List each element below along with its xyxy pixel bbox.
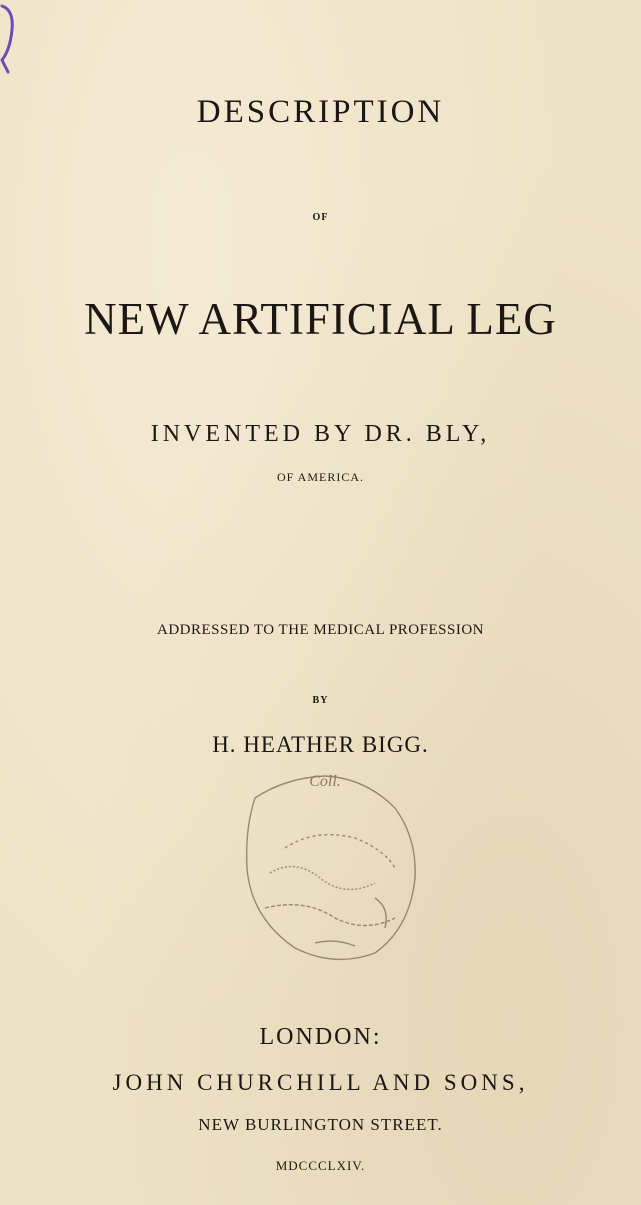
book-title: NEW ARTIFICIAL LEG	[84, 294, 557, 344]
imprint-publisher: JOHN CHURCHILL AND SONS,	[112, 1070, 529, 1095]
imprint-city: LONDON:	[259, 1024, 382, 1050]
imprint-year: MDCCCLXIV.	[275, 1158, 366, 1173]
audience-line: ADDRESSED TO THE MEDICAL PROFESSION	[157, 622, 484, 638]
author-name: H. HEATHER BIGG.	[212, 732, 429, 757]
inventor-origin: OF AMERICA.	[276, 470, 364, 484]
of-connector: OF	[312, 212, 329, 223]
by-connector: BY	[312, 695, 329, 706]
library-stamp	[225, 758, 435, 978]
inventor-line: INVENTED BY DR. BLY,	[150, 421, 491, 447]
corner-pencil-mark	[0, 0, 26, 76]
imprint-street: NEW BURLINGTON STREET.	[198, 1115, 443, 1134]
stamp-lettering: Coll.	[309, 773, 341, 790]
heading-description: DESCRIPTION	[196, 94, 445, 130]
